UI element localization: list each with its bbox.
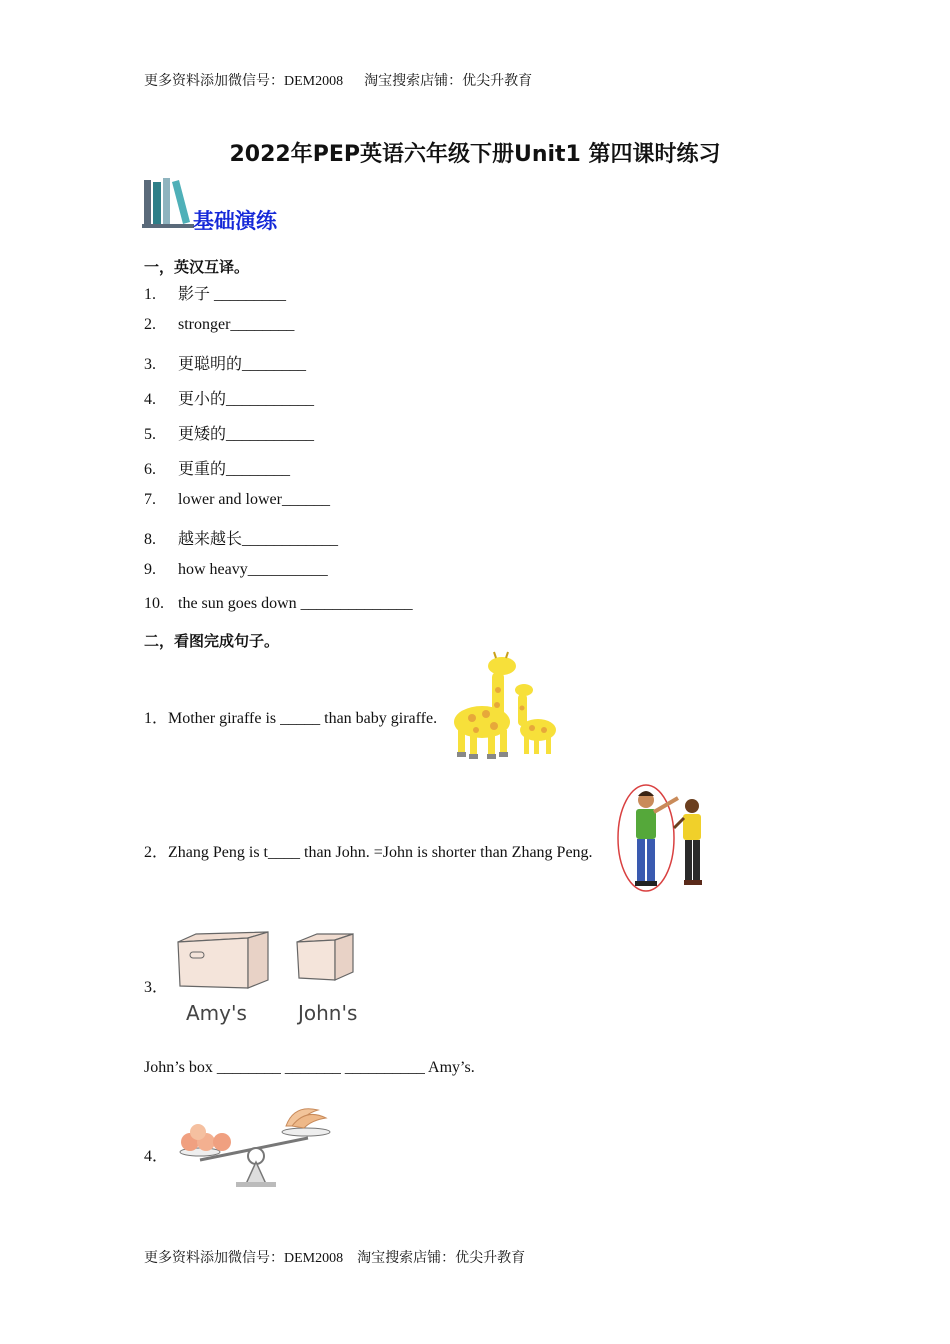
list-item: 8. 越来越长____________ — [144, 531, 339, 548]
scale-fruit-image — [178, 1098, 334, 1190]
list-item: 3. 更聪明的________ — [144, 356, 307, 373]
question-2: 2．Zhang Peng is t____ than John. =John is shorter than Zhang Peng. — [144, 844, 593, 861]
question-4-number: 4． — [144, 1148, 169, 1165]
list-item: 7. lower and lower______ — [144, 491, 330, 508]
section-banner-label: 基础演练 — [193, 209, 277, 233]
list-item: 9. how heavy__________ — [144, 561, 328, 578]
boys-height-image — [614, 782, 714, 894]
books-icon — [142, 176, 194, 232]
list-item: 6. 更重的________ — [144, 461, 291, 478]
big-box-image — [176, 930, 272, 992]
list-item: 5. 更矮的___________ — [144, 426, 315, 443]
page-title: 2022年PEP英语六年级下册Unit1 第四课时练习 — [229, 142, 721, 167]
question-3-sentence: John’s box ________ _______ __________ Amy’s. — [144, 1059, 475, 1076]
small-box-image — [295, 932, 357, 984]
section1-heading: 一，英汉互译。 — [144, 258, 250, 276]
box-label-john: John's — [298, 1001, 358, 1025]
page-header: 更多资料添加微信号：DEM2008 淘宝搜索店铺：优尖升教育 — [144, 74, 533, 89]
list-item: 1. 影子 _________ — [144, 286, 287, 303]
list-item: 4. 更小的___________ — [144, 391, 315, 408]
question-3-number: 3． — [144, 979, 169, 996]
page-footer: 更多资料添加微信号：DEM2008 淘宝搜索店铺：优尖升教育 — [144, 1251, 526, 1266]
section2-heading: 二，看图完成句子。 — [144, 632, 280, 650]
list-item: 10. the sun goes down ______________ — [144, 595, 413, 612]
box-label-amy: Amy's — [186, 1001, 247, 1025]
question-1: 1．Mother giraffe is _____ than baby giraffe. — [144, 710, 438, 727]
list-item: 2. stronger________ — [144, 316, 295, 333]
giraffe-image — [452, 650, 562, 760]
